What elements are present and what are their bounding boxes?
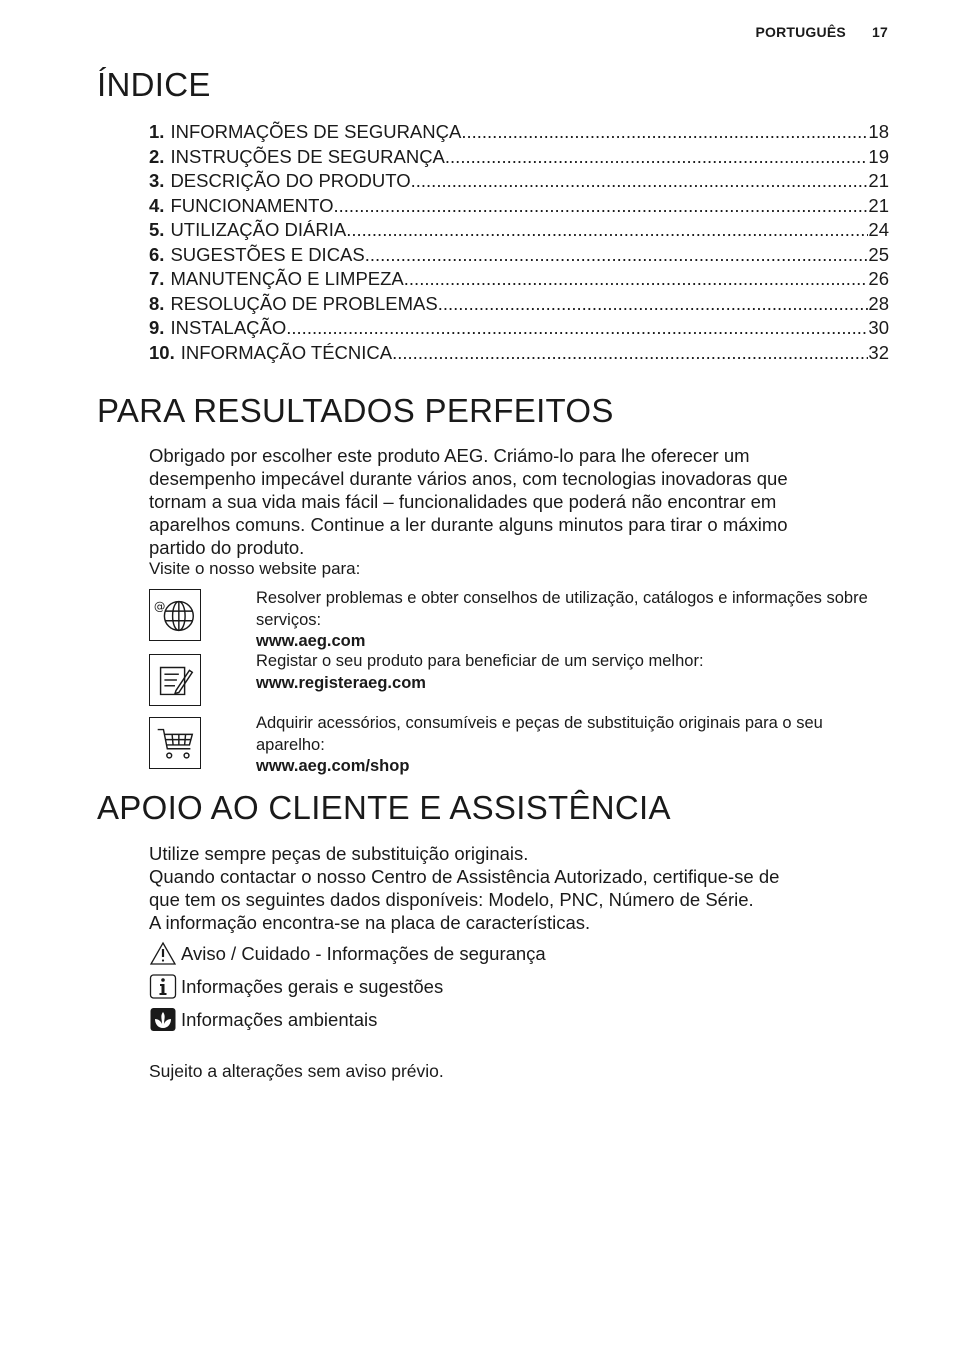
language-label: PORTUGUÊS	[755, 24, 846, 40]
paragraph-line: A informação encontra-se na placa de características.	[149, 912, 591, 933]
toc-entry-label: INSTALAÇÃO	[170, 317, 287, 338]
symbol-description: Informações gerais e sugestões	[181, 976, 444, 997]
toc-entry-page: 28	[868, 292, 889, 314]
toc-leader	[438, 292, 869, 317]
website-description	[256, 713, 888, 778]
disclaimer-note: Sujeito a alterações sem aviso prévio.	[149, 1061, 444, 1081]
toc-leader	[334, 194, 869, 219]
toc-entry-number: 2.	[149, 145, 165, 167]
toc-entry[interactable]	[149, 218, 889, 243]
website-text: Adquirir acessórios, consumíveis e peças de substituição originais para o seu aparelho:	[256, 714, 823, 754]
support-title: APOIO AO CLIENTE E ASSISTÊNCIA	[97, 789, 671, 826]
toc-entry-label: DESCRIÇÃO DO PRODUTO	[170, 170, 411, 191]
toc-entry-page: 26	[868, 268, 889, 289]
toc-entry-number: 1.	[149, 121, 165, 142]
toc-leader	[445, 145, 869, 170]
paragraph-line: Utilize sempre peças de substituição originais.	[149, 843, 529, 864]
paragraph-line: Obrigado por escolher este produto AEG. Criámo-lo para lhe oferecer um	[149, 445, 750, 466]
toc-entry-page: 19	[868, 145, 889, 167]
paragraph-line: partido do produto.	[149, 537, 305, 558]
toc-entry[interactable]	[149, 292, 889, 317]
paragraph-line: desempenho impecável durante vários anos, com tecnologias inovadoras que	[149, 468, 788, 489]
toc-entry-label: RESOLUÇÃO DE PROBLEMAS	[170, 292, 438, 314]
toc-entry-number: 7.	[149, 268, 165, 289]
svg-text:@: @	[153, 599, 166, 614]
toc-entry[interactable]	[149, 145, 889, 170]
symbol-description: Informações ambientais	[181, 1009, 378, 1030]
page-number: 17	[872, 24, 888, 40]
environment-icon	[149, 1007, 177, 1033]
toc-entry-label: INSTRUÇÕES DE SEGURANÇA	[170, 145, 445, 167]
toc-leader	[346, 218, 868, 243]
index-title: ÍNDICE	[97, 66, 211, 103]
toc-entry-label: INFORMAÇÕES DE SEGURANÇA	[170, 121, 462, 142]
toc-entry-page: 25	[868, 243, 889, 265]
toc-entry[interactable]	[149, 316, 889, 341]
globe-icon	[149, 589, 201, 641]
paragraph-line: Quando contactar o nosso Centro de Assistência Autorizado, certifique-se de	[149, 866, 780, 887]
toc-entry-number: 5.	[149, 219, 165, 240]
symbol-legend-item	[149, 941, 546, 967]
website-url-link[interactable]: www.aeg.com/shop	[256, 757, 410, 775]
paragraph-line: aparelhos comuns. Continue a ler durante alguns minutos para tirar o máximo	[149, 514, 788, 535]
symbol-legend-item	[149, 974, 443, 1000]
symbol-description: Aviso / Cuidado - Informações de segurança	[181, 943, 546, 964]
shopping-cart-icon	[149, 717, 201, 769]
website-url-link[interactable]: www.aeg.com	[256, 632, 366, 650]
toc-entry-label: SUGESTÕES E DICAS	[170, 243, 365, 265]
toc-entry-number: 4.	[149, 194, 165, 216]
toc-entry[interactable]	[149, 243, 889, 268]
toc-entry-label: UTILIZAÇÃO DIÁRIA	[170, 219, 347, 240]
toc-entry[interactable]	[149, 341, 889, 366]
table-of-contents	[149, 120, 889, 365]
toc-entry-label: INFORMAÇÃO TÉCNICA	[180, 341, 393, 363]
support-paragraph	[149, 842, 869, 934]
symbol-legend-item	[149, 1007, 377, 1033]
toc-entry[interactable]	[149, 169, 889, 194]
toc-entry[interactable]	[149, 194, 889, 219]
toc-entry-page: 21	[868, 194, 889, 216]
toc-leader	[365, 243, 869, 268]
toc-entry-number: 8.	[149, 292, 165, 314]
toc-entry-page: 24	[868, 219, 889, 240]
toc-entry-page: 30	[868, 317, 889, 338]
toc-entry[interactable]	[149, 120, 889, 145]
toc-leader	[392, 341, 868, 366]
website-description	[256, 588, 888, 653]
toc-entry-number: 9.	[149, 317, 165, 338]
paragraph-line: que tem os seguintes dados disponíveis: Modelo, PNC, Número de Série.	[149, 889, 754, 910]
website-description	[256, 651, 888, 694]
page-header	[755, 24, 888, 40]
paragraph-line: tornam a sua vida mais fácil – funcionalidades que poderá não encontrar em	[149, 491, 777, 512]
toc-entry-label: FUNCIONAMENTO	[170, 194, 334, 216]
toc-leader	[461, 120, 868, 145]
toc-leader	[411, 169, 869, 194]
visit-website-label: Visite o nosso website para:	[149, 559, 361, 578]
toc-leader	[404, 267, 869, 292]
warning-icon	[149, 941, 177, 967]
toc-entry-number: 6.	[149, 243, 165, 265]
info-icon	[149, 974, 177, 1000]
toc-entry-number: 3.	[149, 170, 165, 191]
website-text: Resolver problemas e obter conselhos de utilização, catálogos e informações sobre serviços:	[256, 589, 868, 629]
toc-entry-number: 10.	[149, 341, 175, 363]
website-text: Registar o seu produto para beneficiar de um serviço melhor:	[256, 652, 704, 670]
intro-paragraph	[149, 444, 869, 559]
results-title: PARA RESULTADOS PERFEITOS	[97, 392, 614, 429]
toc-entry-page: 18	[868, 121, 889, 142]
website-url-link[interactable]: www.registeraeg.com	[256, 673, 426, 692]
notepad-icon	[149, 654, 201, 706]
toc-entry-page: 32	[868, 341, 889, 363]
toc-entry[interactable]	[149, 267, 889, 292]
toc-leader	[286, 316, 868, 341]
toc-entry-page: 21	[868, 170, 889, 191]
toc-entry-label: MANUTENÇÃO E LIMPEZA	[170, 268, 404, 289]
